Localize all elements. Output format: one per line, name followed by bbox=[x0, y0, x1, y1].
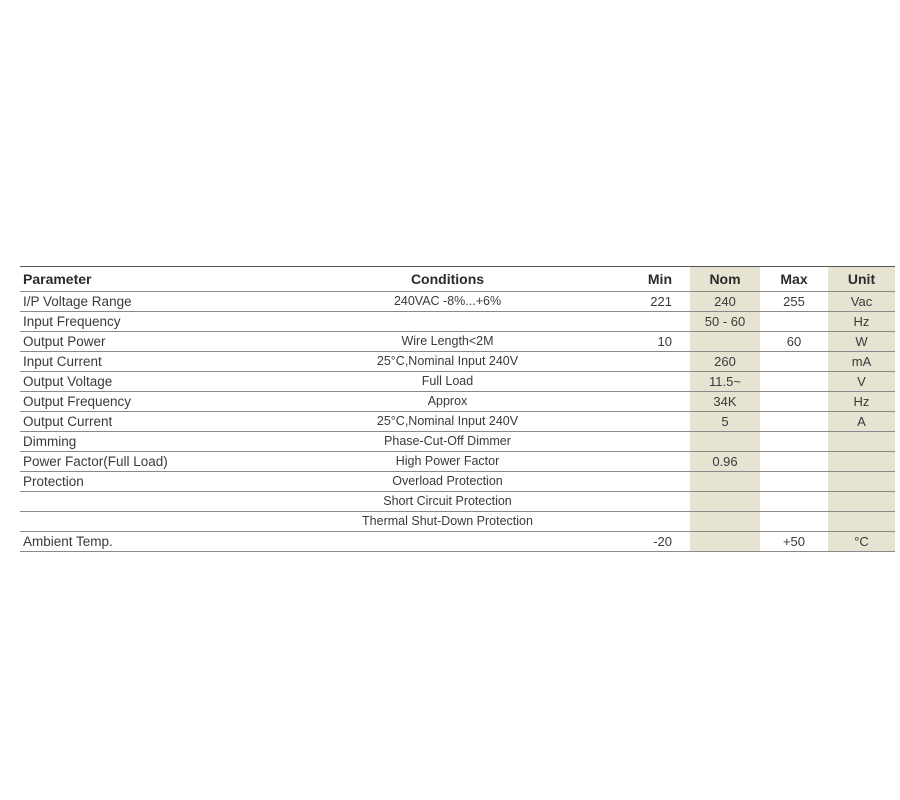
table-row bbox=[20, 352, 895, 372]
header-conditions: Conditions bbox=[250, 267, 645, 292]
cell-conditions: Phase-Cut-Off Dimmer bbox=[250, 432, 645, 452]
cell-min: 10 bbox=[645, 332, 690, 352]
cell-max bbox=[760, 372, 828, 392]
cell-unit: Hz bbox=[828, 312, 895, 332]
cell-conditions bbox=[250, 532, 645, 552]
cell-max bbox=[760, 472, 828, 492]
cell-parameter: Protection bbox=[20, 472, 250, 492]
cell-conditions: Full Load bbox=[250, 372, 645, 392]
cell-parameter: Dimming bbox=[20, 432, 250, 452]
cell-max bbox=[760, 312, 828, 332]
cell-conditions bbox=[250, 312, 645, 332]
cell-unit bbox=[828, 452, 895, 472]
cell-unit: °C bbox=[828, 532, 895, 552]
cell-unit: A bbox=[828, 412, 895, 432]
table-row bbox=[20, 412, 895, 432]
cell-conditions: Wire Length<2M bbox=[250, 332, 645, 352]
table-row bbox=[20, 392, 895, 412]
cell-conditions: 25°C,Nominal Input 240V bbox=[250, 352, 645, 372]
cell-nom: 260 bbox=[690, 352, 760, 372]
cell-parameter: I/P Voltage Range bbox=[20, 292, 250, 312]
cell-min bbox=[645, 512, 690, 532]
header-unit: Unit bbox=[828, 267, 895, 292]
cell-conditions: Thermal Shut-Down Protection bbox=[250, 512, 645, 532]
cell-min bbox=[645, 412, 690, 432]
cell-parameter: Input Frequency bbox=[20, 312, 250, 332]
cell-max: 60 bbox=[760, 332, 828, 352]
cell-min bbox=[645, 452, 690, 472]
cell-parameter: Input Current bbox=[20, 352, 250, 372]
table-row bbox=[20, 492, 895, 512]
table-row bbox=[20, 532, 895, 552]
table-row bbox=[20, 292, 895, 312]
cell-min bbox=[645, 472, 690, 492]
header-min: Min bbox=[645, 267, 690, 292]
cell-max bbox=[760, 432, 828, 452]
cell-max bbox=[760, 452, 828, 472]
cell-parameter bbox=[20, 512, 250, 532]
table-row bbox=[20, 432, 895, 452]
cell-nom: 50 - 60 bbox=[690, 312, 760, 332]
cell-parameter: Power Factor(Full Load) bbox=[20, 452, 250, 472]
cell-max: 255 bbox=[760, 292, 828, 312]
cell-nom bbox=[690, 432, 760, 452]
cell-min bbox=[645, 372, 690, 392]
table-row bbox=[20, 512, 895, 532]
cell-min bbox=[645, 492, 690, 512]
cell-max bbox=[760, 412, 828, 432]
cell-parameter: Output Power bbox=[20, 332, 250, 352]
cell-min bbox=[645, 432, 690, 452]
spec-table bbox=[20, 266, 895, 552]
cell-parameter bbox=[20, 492, 250, 512]
cell-nom: 0.96 bbox=[690, 452, 760, 472]
cell-unit: Hz bbox=[828, 392, 895, 412]
cell-nom: 11.5~ bbox=[690, 372, 760, 392]
cell-unit bbox=[828, 512, 895, 532]
table-row bbox=[20, 312, 895, 332]
table-row bbox=[20, 452, 895, 472]
cell-min bbox=[645, 392, 690, 412]
cell-nom: 34K bbox=[690, 392, 760, 412]
cell-conditions: 25°C,Nominal Input 240V bbox=[250, 412, 645, 432]
cell-nom: 5 bbox=[690, 412, 760, 432]
cell-min: -20 bbox=[645, 532, 690, 552]
header-nom: Nom bbox=[690, 267, 760, 292]
header-parameter: Parameter bbox=[20, 267, 250, 292]
table-row bbox=[20, 372, 895, 392]
cell-conditions: Approx bbox=[250, 392, 645, 412]
table-row bbox=[20, 472, 895, 492]
header-row bbox=[20, 267, 895, 292]
cell-parameter: Ambient Temp. bbox=[20, 532, 250, 552]
cell-nom bbox=[690, 492, 760, 512]
cell-max: +50 bbox=[760, 532, 828, 552]
cell-unit bbox=[828, 432, 895, 452]
cell-conditions: 240VAC -8%...+6% bbox=[250, 292, 645, 312]
header-max: Max bbox=[760, 267, 828, 292]
cell-unit: mA bbox=[828, 352, 895, 372]
cell-conditions: Overload Protection bbox=[250, 472, 645, 492]
cell-unit: W bbox=[828, 332, 895, 352]
cell-conditions: High Power Factor bbox=[250, 452, 645, 472]
cell-max bbox=[760, 512, 828, 532]
cell-nom bbox=[690, 512, 760, 532]
cell-max bbox=[760, 352, 828, 372]
cell-max bbox=[760, 492, 828, 512]
cell-parameter: Output Frequency bbox=[20, 392, 250, 412]
cell-min bbox=[645, 352, 690, 372]
table-row bbox=[20, 332, 895, 352]
cell-nom bbox=[690, 332, 760, 352]
cell-conditions: Short Circuit Protection bbox=[250, 492, 645, 512]
cell-nom: 240 bbox=[690, 292, 760, 312]
cell-min bbox=[645, 312, 690, 332]
spec-table-body bbox=[20, 292, 895, 552]
cell-min: 221 bbox=[645, 292, 690, 312]
cell-unit: Vac bbox=[828, 292, 895, 312]
cell-unit bbox=[828, 492, 895, 512]
cell-nom bbox=[690, 472, 760, 492]
cell-parameter: Output Current bbox=[20, 412, 250, 432]
cell-parameter: Output Voltage bbox=[20, 372, 250, 392]
cell-max bbox=[760, 392, 828, 412]
cell-unit: V bbox=[828, 372, 895, 392]
cell-nom bbox=[690, 532, 760, 552]
cell-unit bbox=[828, 472, 895, 492]
